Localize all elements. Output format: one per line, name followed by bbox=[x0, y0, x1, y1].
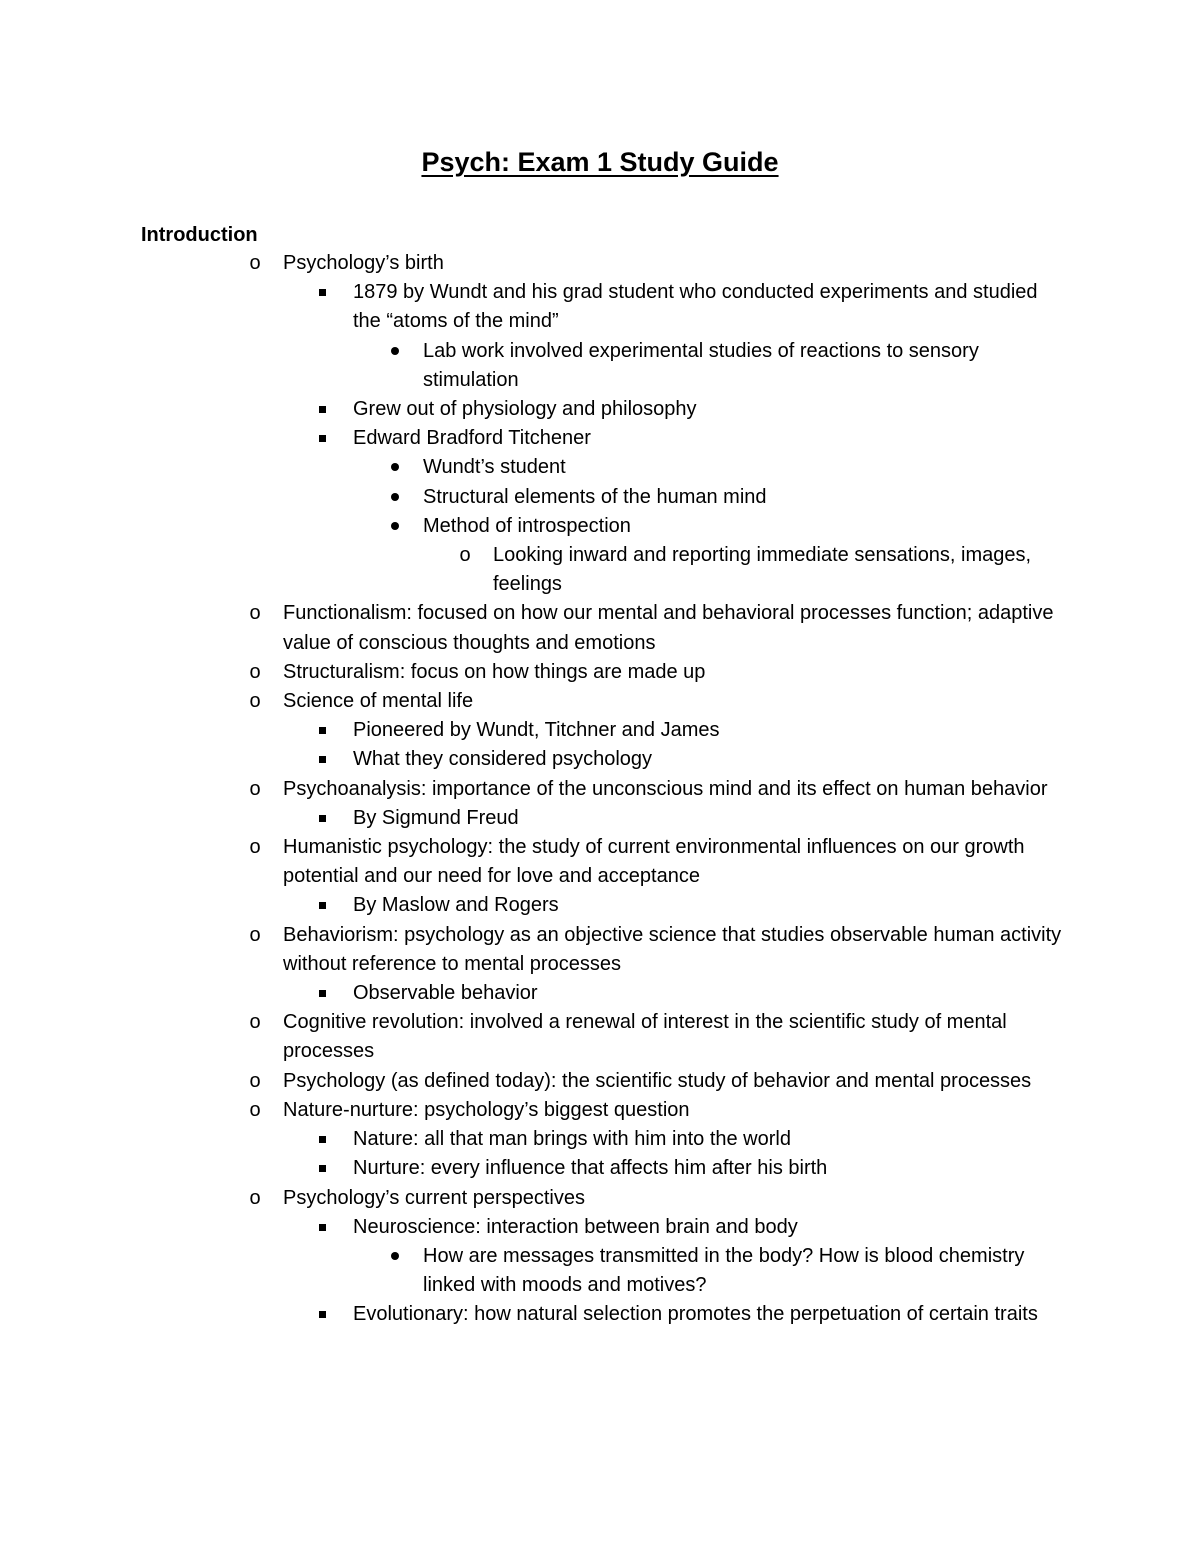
hollow-circle-bullet-icon: o bbox=[249, 1186, 261, 1209]
hollow-circle-bullet-icon: o bbox=[249, 252, 261, 274]
outline-item-level-2 bbox=[0, 278, 1063, 336]
hollow-circle-bullet-icon: o bbox=[249, 660, 261, 683]
outline-item-level-1 bbox=[0, 1008, 1063, 1066]
outline-item-text: Neuroscience: interaction between brain and body bbox=[353, 1215, 798, 1238]
hollow-circle-bullet-icon: o bbox=[249, 836, 261, 859]
outline-item-level-2 bbox=[0, 804, 1063, 833]
hollow-circle-bullet-icon: o bbox=[249, 777, 261, 800]
outline-item-level-2 bbox=[0, 1125, 1063, 1154]
outline-item-text: Humanistic psychology: the study of current environmental influences on our growth potential and our need for love and acceptance bbox=[283, 836, 1025, 888]
outline-item-text: Science of mental life bbox=[283, 690, 474, 713]
outline-item-text: By Maslow and Rogers bbox=[353, 894, 559, 917]
outline-item-text: Edward Bradford Titchener bbox=[353, 427, 591, 450]
outline-item-level-1 bbox=[0, 658, 1063, 687]
outline-item-level-2 bbox=[0, 1213, 1063, 1242]
outline-item-text: Nature: all that man brings with him into the world bbox=[353, 1128, 791, 1151]
outline-item-level-2 bbox=[0, 716, 1063, 745]
outline-item-level-2 bbox=[0, 891, 1063, 920]
outline-item-text: 1879 by Wundt and his grad student who conducted experiments and studied the “atoms of the mind” bbox=[353, 281, 1038, 333]
outline-item-level-1 bbox=[0, 1096, 1063, 1125]
outline-item-text: Grew out of physiology and philosophy bbox=[353, 398, 697, 421]
outline-item-level-2 bbox=[0, 745, 1063, 774]
outline-item-text: Psychology’s current perspectives bbox=[283, 1186, 585, 1209]
hollow-circle-bullet-icon: o bbox=[459, 544, 471, 567]
outline-item-text: Behaviorism: psychology as an objective science that studies observable human activity without reference to mental processes bbox=[283, 923, 1062, 975]
hollow-circle-bullet-icon: o bbox=[249, 1098, 261, 1121]
outline-item-level-3 bbox=[0, 453, 1063, 482]
outline-item-text: Psychoanalysis: importance of the unconscious mind and its effect on human behavior bbox=[283, 777, 1048, 800]
outline-item-level-1 bbox=[0, 833, 1063, 891]
outline-item-text: By Sigmund Freud bbox=[353, 806, 519, 829]
hollow-circle-bullet-icon: o bbox=[249, 923, 261, 946]
outline-item-text: Evolutionary: how natural selection promotes the perpetuation of certain traits bbox=[353, 1303, 1038, 1326]
outline-item-level-1 bbox=[0, 921, 1063, 979]
document-title: Psych: Exam 1 Study Guide bbox=[421, 147, 779, 177]
outline-item-text: How are messages transmitted in the body? How is blood chemistry linked with moods and motives? bbox=[423, 1244, 1025, 1297]
outline-item-level-3 bbox=[0, 483, 1063, 512]
outline-item-level-3 bbox=[0, 337, 1063, 395]
outline-item-text: Nature-nurture: psychology’s biggest question bbox=[283, 1098, 690, 1121]
outline-item-text: Lab work involved experimental studies of reactions to sensory stimulation bbox=[423, 339, 979, 391]
outline-item-text: Observable behavior bbox=[353, 982, 538, 1005]
outline-list bbox=[0, 249, 1200, 1330]
outline-item-level-2 bbox=[0, 395, 1063, 424]
outline-item-text: Psychology (as defined today): the scientific study of behavior and mental processes bbox=[283, 1069, 1032, 1092]
outline-item-text: Structuralism: focus on how things are made up bbox=[283, 660, 706, 683]
outline-item-level-2 bbox=[0, 979, 1063, 1008]
outline-item-text: Functionalism: focused on how our mental and behavioral processes function; adaptive value of conscious thoughts and emotions bbox=[283, 602, 1054, 654]
outline-item-level-1 bbox=[0, 687, 1063, 716]
outline-item-text: Wundt’s student bbox=[423, 456, 566, 479]
outline-item-level-1 bbox=[0, 775, 1063, 804]
outline-item-level-3 bbox=[0, 512, 1063, 541]
outline-item-text: Looking inward and reporting immediate sensations, images, feelings bbox=[493, 544, 1032, 596]
outline-item-level-1 bbox=[0, 249, 1063, 278]
outline-item-text: What they considered psychology bbox=[353, 748, 653, 771]
outline-item-level-4 bbox=[0, 541, 1053, 599]
hollow-circle-bullet-icon: o bbox=[249, 1069, 261, 1092]
outline-item-level-2 bbox=[0, 1300, 1063, 1329]
outline-item-text: Pioneered by Wundt, Titchner and James bbox=[353, 719, 720, 742]
section-heading: Introduction bbox=[141, 224, 258, 246]
hollow-circle-bullet-icon: o bbox=[249, 690, 261, 713]
hollow-circle-bullet-icon: o bbox=[249, 602, 261, 625]
outline-item-text: Cognitive revolution: involved a renewal of interest in the scientific study of mental processes bbox=[283, 1011, 1007, 1063]
outline-item-level-2 bbox=[0, 1154, 1063, 1183]
outline-item-level-1 bbox=[0, 1184, 1063, 1213]
outline-item-level-2 bbox=[0, 424, 1063, 453]
hollow-circle-bullet-icon: o bbox=[249, 1011, 261, 1034]
outline-item-text: Psychology’s birth bbox=[283, 252, 444, 274]
outline-item-level-3 bbox=[0, 1242, 1063, 1300]
outline-item-text: Method of introspection bbox=[423, 514, 631, 537]
outline-item-level-1 bbox=[0, 1067, 1063, 1096]
outline-item-text: Nurture: every influence that affects him after his birth bbox=[353, 1157, 828, 1180]
outline-item-text: Structural elements of the human mind bbox=[423, 485, 767, 508]
outline-item-level-1 bbox=[0, 599, 1063, 657]
